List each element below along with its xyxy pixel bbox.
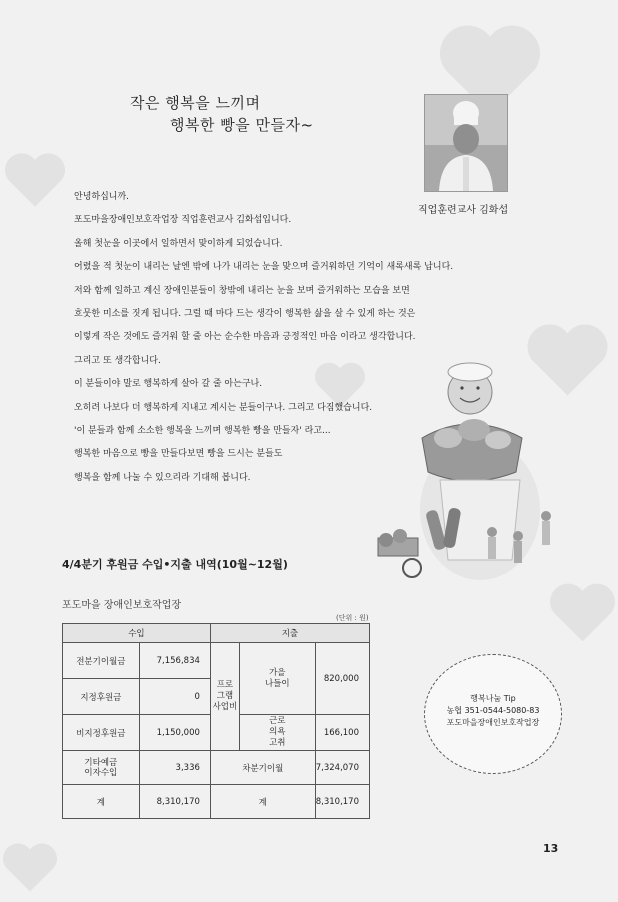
letter-line: 행복한 마음으로 빵을 만들다보면 빵을 드시는 분들도	[74, 449, 283, 460]
org-name: 포도마을 장애인보호작업장	[62, 600, 182, 611]
heart-decoration-icon	[545, 580, 618, 645]
expense-value: 820,000	[315, 643, 369, 715]
income-label: 기타예금 이자수입	[63, 751, 140, 785]
letter-line: 그리고 또 생각합니다.	[74, 355, 161, 366]
income-value: 7,156,834	[139, 643, 210, 679]
letter-line: 안녕하십니까.	[74, 192, 130, 202]
unit-label: (단위 : 원)	[336, 614, 369, 622]
income-value: 3,336	[139, 751, 210, 785]
expense-group-label: 프로 그램 사업비	[210, 643, 239, 751]
expense-total-value: 8,310,170	[315, 785, 369, 819]
letter-line: 이 분들이야 말로 행복하게 살아 갈 줄 아는구나.	[74, 379, 263, 390]
tip-title: 행복나눔 Tip	[470, 694, 516, 703]
tip-account: 농협 351-0544-5080-83	[446, 706, 540, 715]
page-title	[130, 92, 314, 136]
carryover-value: 7,324,070	[315, 751, 369, 785]
letter-line: 이렇게 작은 것에도 즐거워 할 줄 아는 순수한 마음과 긍정적인 마음 이라고 생각합니다.	[74, 332, 416, 343]
letter-line: '이 분들과 함께 소소한 행복을 느끼며 행복한 빵을 만들자' 라고...	[74, 426, 331, 437]
income-header: 수입	[63, 624, 211, 643]
letter-line: 포도마을장애인보호작업장 직업훈련교사 김화섭입니다.	[74, 215, 292, 226]
carryover-label: 차분기이월	[210, 751, 315, 785]
chef-portrait-icon	[425, 95, 507, 191]
expense-value: 166,100	[315, 715, 369, 751]
photo-caption: 직업훈련교사 김화섭	[418, 205, 509, 216]
letter-line: 저와 함께 일하고 계신 장애인분들이 창밖에 내리는 눈을 보며 즐거워하는 모습을 보면	[74, 285, 410, 296]
title-line-1: 작은 행복을 느끼며	[130, 94, 261, 112]
baker-bread-illustration-icon	[370, 360, 590, 585]
letter-line: 올해 첫눈을 이곳에서 일하면서 맞이하게 되었습니다.	[74, 238, 283, 249]
income-value: 1,150,000	[139, 715, 210, 751]
page-number: 13	[543, 842, 559, 855]
profile-photo	[424, 94, 508, 192]
section-title: 4/4분기 후원금 수입•지출 내역(10월~12월)	[62, 558, 288, 571]
expense-header: 지출	[210, 624, 369, 643]
tip-account-holder: 포도마을장애인보호작업장	[446, 718, 540, 727]
letter-line: 어렸을 적 첫눈이 내리는 날엔 밖에 나가 내리는 눈을 맞으며 즐거워하던 기억이 새록새록 납니다.	[74, 262, 454, 273]
income-label: 지정후원금	[63, 679, 140, 715]
letter-line: 오히려 나보다 더 행복하게 지내고 계시는 분들이구나. 그리고 다짐했습니다.	[74, 402, 373, 413]
expense-label: 가을 나들이	[239, 643, 315, 715]
income-value: 0	[139, 679, 210, 715]
heart-decoration-icon	[0, 150, 70, 210]
expense-label: 근로 의욕 고취	[239, 715, 315, 751]
finance-table	[62, 623, 370, 819]
income-total-value: 8,310,170	[139, 785, 210, 819]
expense-total-label: 계	[210, 785, 315, 819]
letter-line: 행복을 함께 나눌 수 있으리라 기대해 봅니다.	[74, 472, 251, 483]
income-total-label: 계	[63, 785, 140, 819]
donation-tip-badge	[424, 654, 562, 774]
heart-decoration-icon	[0, 840, 60, 895]
letter-line: 흐뭇한 미소를 짓게 됩니다. 그럴 때 마다 드는 생각이 행복한 삶을 살 수 있게 하는 것은	[74, 309, 416, 320]
income-label: 전분기이월금	[63, 643, 140, 679]
title-line-2: 행복한 빵을 만들자~	[170, 116, 314, 134]
income-label: 비지정후원금	[63, 715, 140, 751]
